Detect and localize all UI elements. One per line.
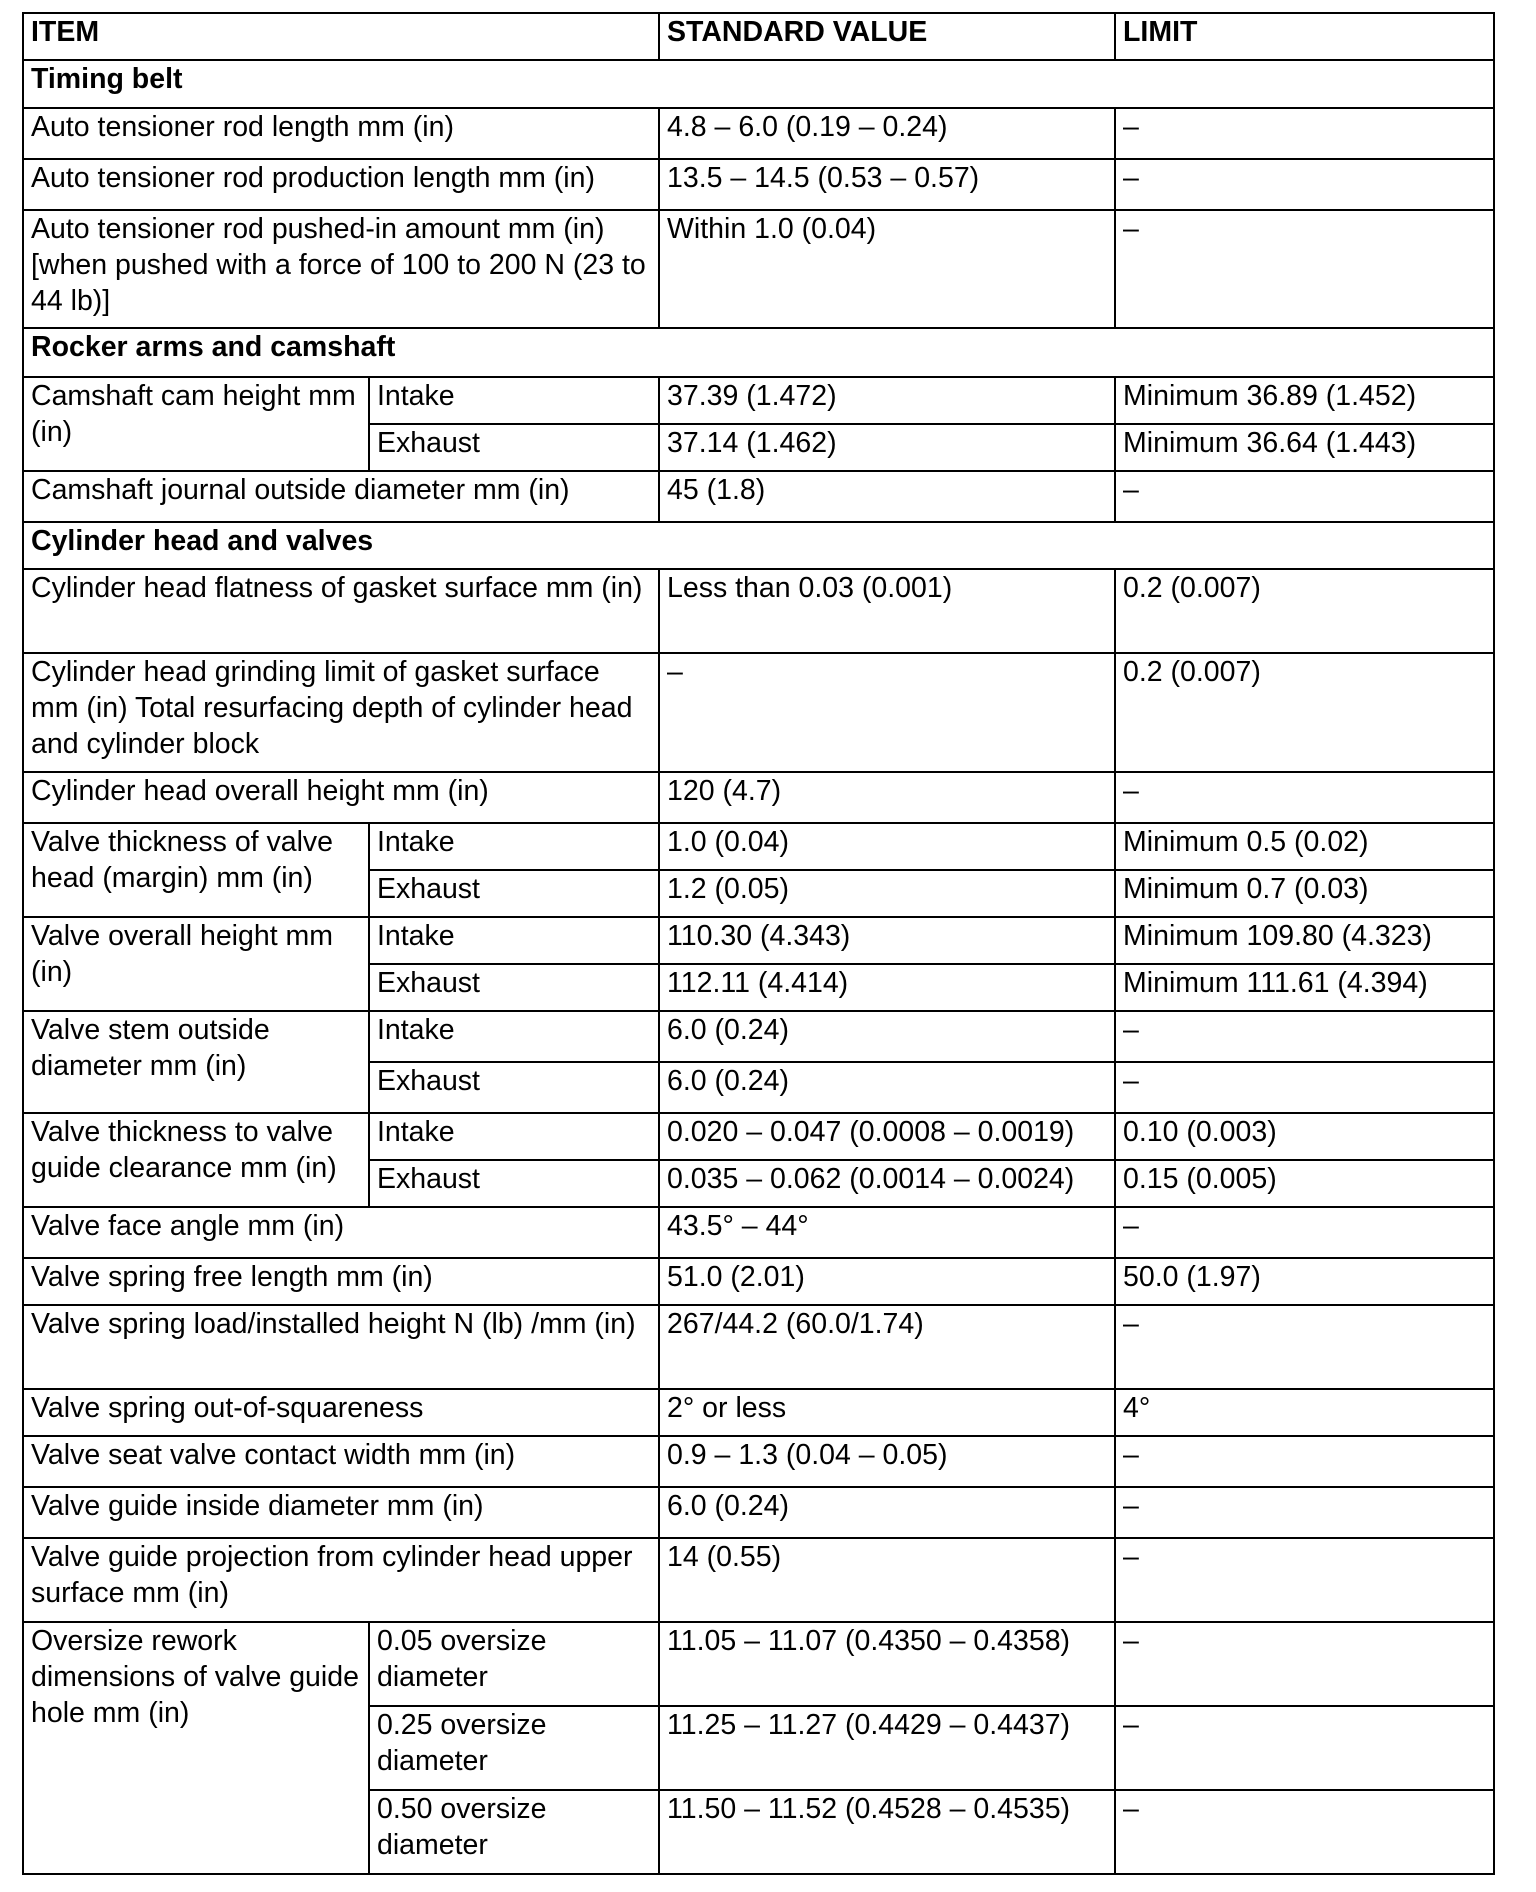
limit-cell: – <box>1115 1207 1494 1258</box>
table-row <box>23 1207 1494 1258</box>
sub-item-cell: Exhaust <box>369 870 659 917</box>
standard-value-cell: 0.035 – 0.062 (0.0014 – 0.0024) <box>659 1160 1115 1207</box>
standard-value-cell: 51.0 (2.01) <box>659 1258 1115 1305</box>
item-cell: Valve face angle mm (in) <box>23 1207 659 1258</box>
standard-value-cell: 267/44.2 (60.0/1.74) <box>659 1305 1115 1389</box>
sub-item-cell: Intake <box>369 1113 659 1160</box>
item-cell: Auto tensioner rod pushed-in amount mm (in) [when pushed with a force of 100 to 200 N (23 to 44 lb)] <box>23 210 659 328</box>
standard-value-cell: 112.11 (4.414) <box>659 964 1115 1011</box>
standard-value-cell: 43.5° – 44° <box>659 1207 1115 1258</box>
table-row <box>23 823 1494 870</box>
spec-table <box>22 12 1495 1875</box>
standard-value-cell: 120 (4.7) <box>659 772 1115 823</box>
limit-cell: Minimum 36.64 (1.443) <box>1115 424 1494 471</box>
section-title: Rocker arms and camshaft <box>23 328 1494 377</box>
item-cell: Auto tensioner rod production length mm (in) <box>23 159 659 210</box>
item-cell: Valve spring out-of-squareness <box>23 1389 659 1436</box>
table-row <box>23 653 1494 772</box>
item-cell: Camshaft cam height mm (in) <box>23 377 369 471</box>
sub-item-cell: 0.05 oversize diameter <box>369 1622 659 1706</box>
header-standard-value: STANDARD VALUE <box>659 13 1115 60</box>
item-cell: Valve spring load/installed height N (lb) /mm (in) <box>23 1305 659 1389</box>
item-cell: Oversize rework dimensions of valve guide hole mm (in) <box>23 1622 369 1874</box>
limit-cell: 4° <box>1115 1389 1494 1436</box>
table-row <box>23 1011 1494 1062</box>
standard-value-cell: 2° or less <box>659 1389 1115 1436</box>
limit-cell: Minimum 0.7 (0.03) <box>1115 870 1494 917</box>
limit-cell: – <box>1115 1622 1494 1706</box>
standard-value-cell: 11.05 – 11.07 (0.4350 – 0.4358) <box>659 1622 1115 1706</box>
standard-value-cell: 14 (0.55) <box>659 1538 1115 1622</box>
item-cell: Valve seat valve contact width mm (in) <box>23 1436 659 1487</box>
table-row <box>23 917 1494 964</box>
table-row <box>23 1258 1494 1305</box>
table-row <box>23 1389 1494 1436</box>
standard-value-cell: 37.39 (1.472) <box>659 377 1115 424</box>
sub-item-cell: Exhaust <box>369 424 659 471</box>
limit-cell: Minimum 0.5 (0.02) <box>1115 823 1494 870</box>
limit-cell: – <box>1115 1538 1494 1622</box>
limit-cell: 0.2 (0.007) <box>1115 653 1494 772</box>
item-cell: Valve thickness to valve guide clearance mm (in) <box>23 1113 369 1207</box>
limit-cell: – <box>1115 210 1494 328</box>
limit-cell: – <box>1115 1305 1494 1389</box>
standard-value-cell: 37.14 (1.462) <box>659 424 1115 471</box>
item-cell: Auto tensioner rod length mm (in) <box>23 108 659 159</box>
standard-value-cell: 11.50 – 11.52 (0.4528 – 0.4535) <box>659 1790 1115 1874</box>
table-row <box>23 772 1494 823</box>
standard-value-cell: 6.0 (0.24) <box>659 1062 1115 1113</box>
limit-cell: – <box>1115 159 1494 210</box>
item-cell: Valve overall height mm (in) <box>23 917 369 1011</box>
standard-value-cell: 1.0 (0.04) <box>659 823 1115 870</box>
sub-item-cell: Exhaust <box>369 1160 659 1207</box>
sub-item-cell: 0.50 oversize diameter <box>369 1790 659 1874</box>
table-row <box>23 210 1494 328</box>
header-limit: LIMIT <box>1115 13 1494 60</box>
item-cell: Cylinder head flatness of gasket surface mm (in) <box>23 569 659 653</box>
standard-value-cell: 1.2 (0.05) <box>659 870 1115 917</box>
standard-value-cell: 0.9 – 1.3 (0.04 – 0.05) <box>659 1436 1115 1487</box>
item-cell: Valve stem outside diameter mm (in) <box>23 1011 369 1113</box>
item-cell: Valve thickness of valve head (margin) mm (in) <box>23 823 369 917</box>
limit-cell: – <box>1115 772 1494 823</box>
item-cell: Cylinder head grinding limit of gasket surface mm (in) Total resurfacing depth of cylinder head and cylinder block <box>23 653 659 772</box>
standard-value-cell: 13.5 – 14.5 (0.53 – 0.57) <box>659 159 1115 210</box>
limit-cell: – <box>1115 1790 1494 1874</box>
table-row <box>23 1305 1494 1389</box>
sub-item-cell: Intake <box>369 917 659 964</box>
table-row <box>23 1538 1494 1622</box>
table-row <box>23 471 1494 522</box>
sub-item-cell: Intake <box>369 823 659 870</box>
table-row <box>23 1487 1494 1538</box>
item-cell: Camshaft journal outside diameter mm (in) <box>23 471 659 522</box>
table-row <box>23 159 1494 210</box>
standard-value-cell: 6.0 (0.24) <box>659 1487 1115 1538</box>
table-row <box>23 1436 1494 1487</box>
table-row <box>23 108 1494 159</box>
standard-value-cell: 0.020 – 0.047 (0.0008 – 0.0019) <box>659 1113 1115 1160</box>
limit-cell: – <box>1115 108 1494 159</box>
section-row <box>23 522 1494 569</box>
sub-item-cell: Exhaust <box>369 1062 659 1113</box>
limit-cell: Minimum 36.89 (1.452) <box>1115 377 1494 424</box>
limit-cell: 0.2 (0.007) <box>1115 569 1494 653</box>
section-row <box>23 328 1494 377</box>
section-title: Cylinder head and valves <box>23 522 1494 569</box>
standard-value-cell: 4.8 – 6.0 (0.19 – 0.24) <box>659 108 1115 159</box>
sub-item-cell: 0.25 oversize diameter <box>369 1706 659 1790</box>
item-cell: Valve spring free length mm (in) <box>23 1258 659 1305</box>
standard-value-cell: Within 1.0 (0.04) <box>659 210 1115 328</box>
sub-item-cell: Exhaust <box>369 964 659 1011</box>
standard-value-cell: – <box>659 653 1115 772</box>
section-row <box>23 60 1494 108</box>
limit-cell: 50.0 (1.97) <box>1115 1258 1494 1305</box>
limit-cell: – <box>1115 1011 1494 1062</box>
standard-value-cell: Less than 0.03 (0.001) <box>659 569 1115 653</box>
sub-item-cell: Intake <box>369 1011 659 1062</box>
standard-value-cell: 110.30 (4.343) <box>659 917 1115 964</box>
table-row <box>23 569 1494 653</box>
item-cell: Cylinder head overall height mm (in) <box>23 772 659 823</box>
section-title: Timing belt <box>23 60 1494 108</box>
limit-cell: 0.10 (0.003) <box>1115 1113 1494 1160</box>
standard-value-cell: 45 (1.8) <box>659 471 1115 522</box>
limit-cell: – <box>1115 1436 1494 1487</box>
header-row <box>23 13 1494 60</box>
item-cell: Valve guide inside diameter mm (in) <box>23 1487 659 1538</box>
header-item: ITEM <box>23 13 659 60</box>
standard-value-cell: 6.0 (0.24) <box>659 1011 1115 1062</box>
limit-cell: – <box>1115 471 1494 522</box>
limit-cell: Minimum 109.80 (4.323) <box>1115 917 1494 964</box>
table-row <box>23 377 1494 424</box>
limit-cell: – <box>1115 1062 1494 1113</box>
item-cell: Valve guide projection from cylinder head upper surface mm (in) <box>23 1538 659 1622</box>
standard-value-cell: 11.25 – 11.27 (0.4429 – 0.4437) <box>659 1706 1115 1790</box>
limit-cell: – <box>1115 1706 1494 1790</box>
sub-item-cell: Intake <box>369 377 659 424</box>
limit-cell: 0.15 (0.005) <box>1115 1160 1494 1207</box>
limit-cell: – <box>1115 1487 1494 1538</box>
limit-cell: Minimum 111.61 (4.394) <box>1115 964 1494 1011</box>
table-row <box>23 1622 1494 1706</box>
table-row <box>23 1113 1494 1160</box>
